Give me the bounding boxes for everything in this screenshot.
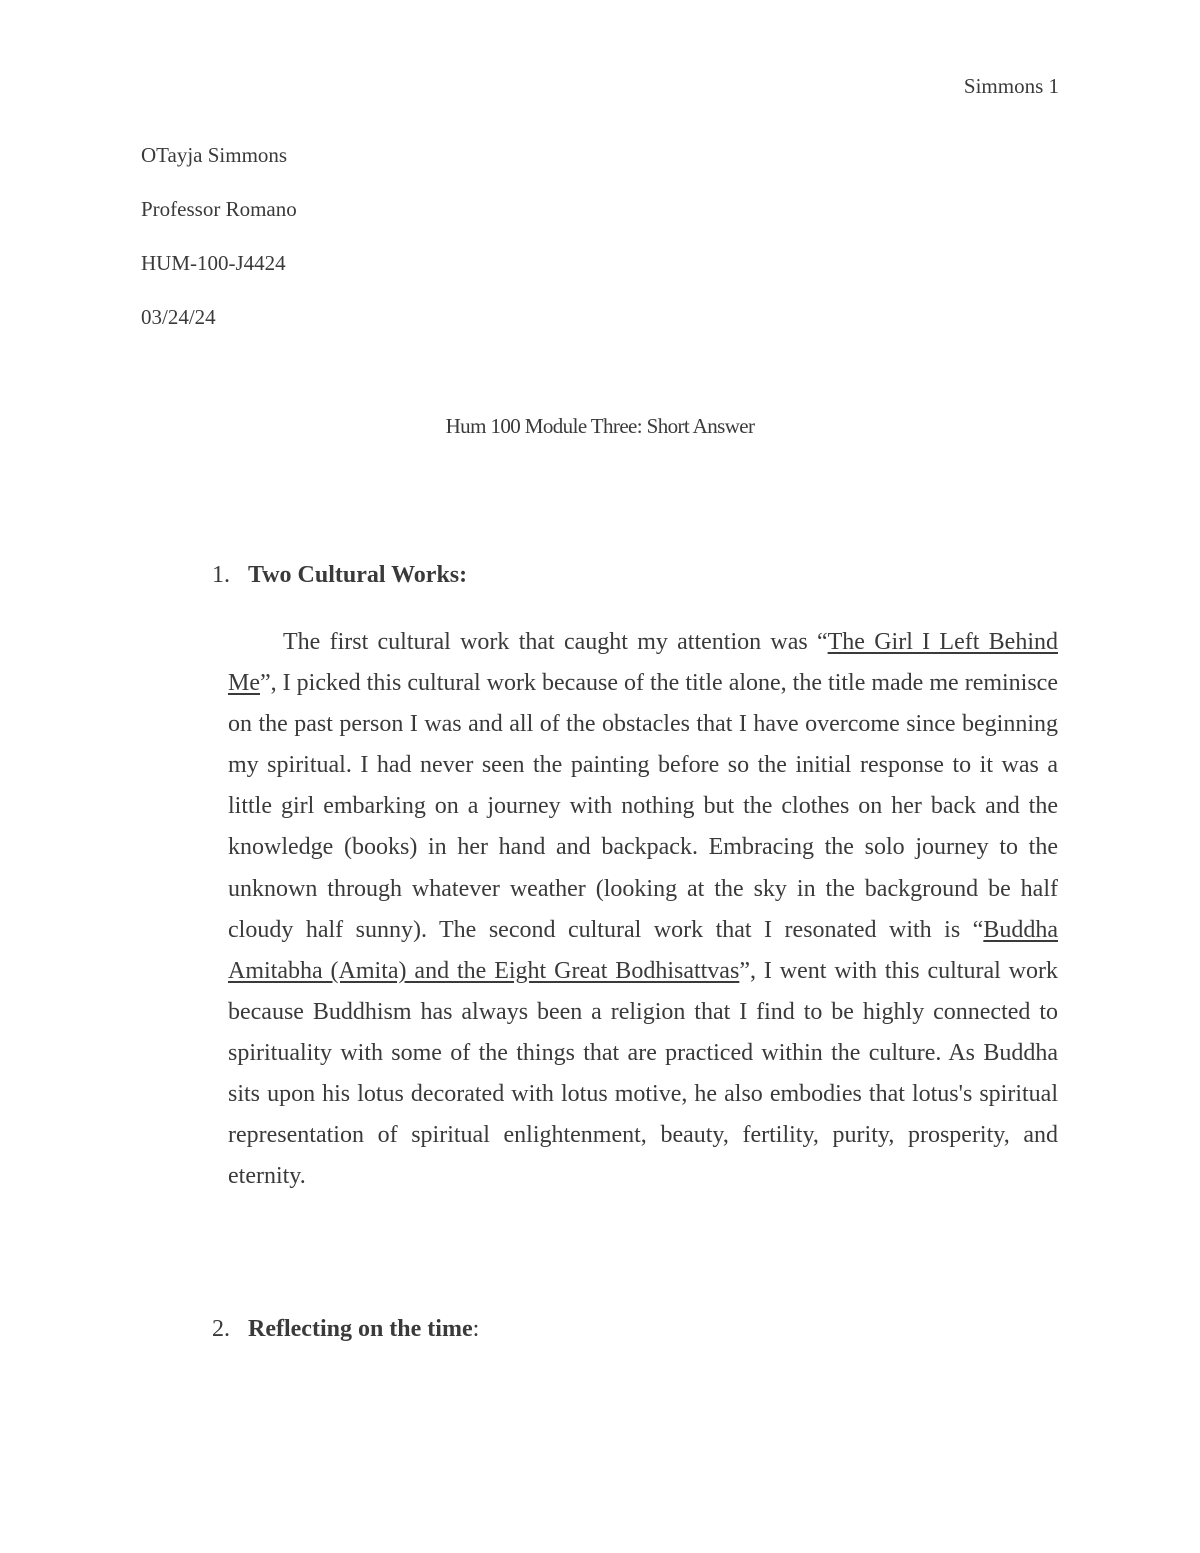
paragraph-text: ”, I went with this cultural work because Buddhism has always been a religion that I find to be highly connected to spirituality with some of the things that are practiced within the culture. As Buddha sits upon his lotus decorated with lotus motive, he also embodies that lotus's spiritual representation of spiritual enlightenment, beauty, fertility, purity, prosperity, and eternity. bbox=[228, 957, 1059, 1190]
paragraph-text: ”, I picked this cultural work because of the title alone, the title made me reminisce on the past person I was and all of the obstacles that I have overcome since beginning my spiritual. I had never seen the painting before so the initial response to it was a little girl embarking on a journey with nothing but the clothes on her back and the knowledge (books) in her hand and backpack. Embracing the solo journey to the unknown through whatever weather (looking at the sky in the background be half cloudy half sunny). The second cultural work that I resonated with is “ bbox=[228, 670, 1058, 943]
document-title: Hum 100 Module Three: Short Answer bbox=[445, 414, 755, 438]
course-code: HUM-100-J4424 bbox=[141, 251, 286, 275]
section-number: 1. bbox=[212, 562, 230, 588]
section-label: Reflecting on the time bbox=[248, 1316, 473, 1342]
section-number: 2. bbox=[212, 1316, 230, 1342]
section-label-colon: : bbox=[472, 1316, 480, 1342]
date: 03/24/24 bbox=[141, 305, 216, 329]
running-header: Simmons 1 bbox=[963, 74, 1059, 98]
paragraph-text: The first cultural work that caught my attention was “ bbox=[283, 629, 828, 655]
professor-name: Professor Romano bbox=[141, 197, 297, 221]
mla-heading bbox=[141, 142, 297, 358]
section-heading-two-cultural-works bbox=[212, 559, 467, 591]
section-heading-reflecting-on-time bbox=[212, 1313, 479, 1345]
section-label: Two Cultural Works: bbox=[248, 562, 468, 588]
artwork-link-girl-left-behind[interactable]: The Girl I Left Behind Me bbox=[228, 629, 1058, 697]
artwork-link-buddha-amitabha[interactable]: Buddha Amitabha (Amita) and the Eight Great Bodhisattvas bbox=[228, 916, 1058, 984]
student-name: OTayja Simmons bbox=[141, 143, 288, 167]
body-paragraph bbox=[228, 622, 1058, 1197]
